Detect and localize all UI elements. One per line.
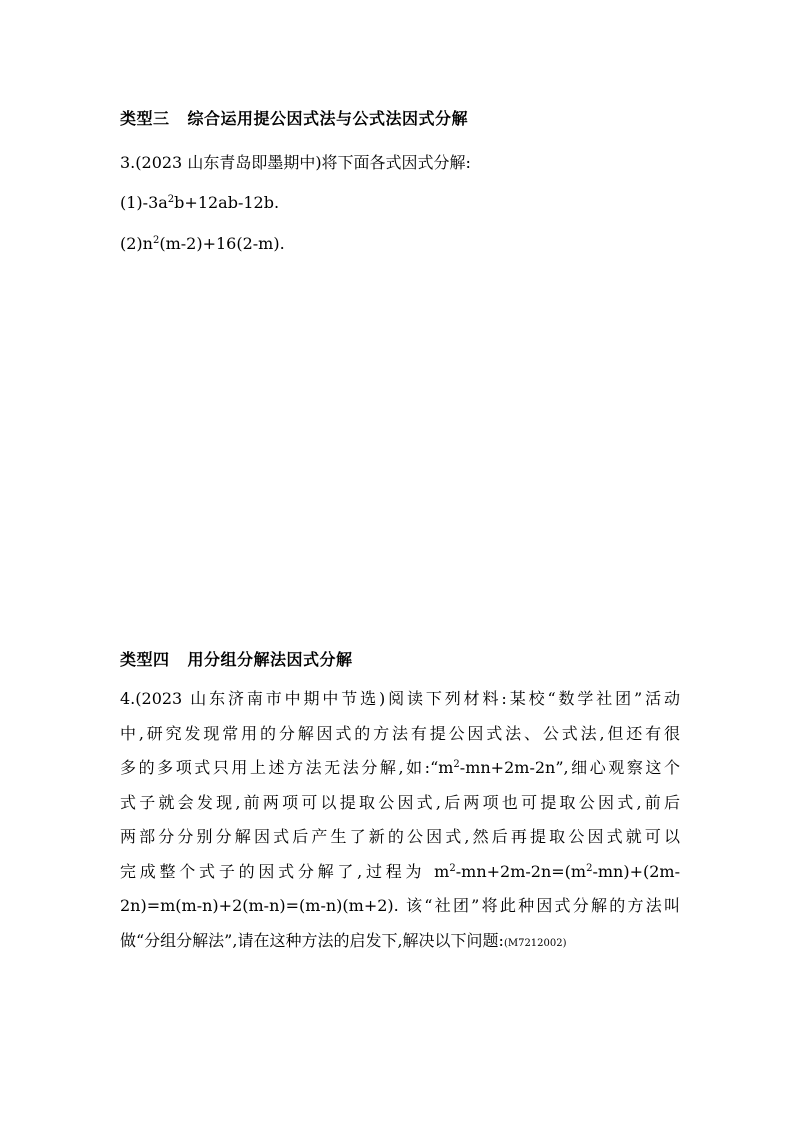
question-3-intro: 3.(2023 山东青岛即墨期中)将下面各式因式分解: xyxy=(120,153,471,172)
q4-line-8 xyxy=(120,924,680,959)
q4-line-5: 两部分分别分解因式后产生了新的公因式,然后再提取公因式就可以 xyxy=(120,827,680,846)
q4-line-1: 4.(2023 山东济南市中期中节选)阅读下列材料:某校“数学社团”活动 xyxy=(120,689,680,708)
q4-l3-b: -mn+2m-2n”,细心观察这个 xyxy=(459,758,680,777)
question-4-paragraph xyxy=(120,682,680,958)
question-3-part-1 xyxy=(120,193,279,212)
section-4-title: 用分组分解法因式分解 xyxy=(187,650,353,669)
section-4-label: 类型四 xyxy=(120,650,170,669)
q3-p1-pre: (1)-3a xyxy=(120,193,168,212)
q3-p2-post: (m-2)+16(2-m). xyxy=(159,234,285,253)
q4-line-7: 2n)=m(m-n)+2(m-n)=(m-n)(m+2). 该“社团”将此种因式分解的方法叫 xyxy=(120,896,680,915)
q4-l6-a: 完成整个式子的因式分解了,过程为 m xyxy=(120,861,450,881)
section-3-title: 综合运用提公因式法与公式法因式分解 xyxy=(187,109,469,128)
q4-line-2: 中,研究发现常用的分解因式的方法有提公因式法、公式法,但还有很 xyxy=(120,723,680,743)
q4-line-4: 式子就会发现,前两项可以提取公因式,后两项也可提取公因式,前后 xyxy=(120,792,680,812)
q4-l6-exponent-2: 2 xyxy=(586,862,593,874)
q4-l8-text: 做“分组分解法”,请在这种方法的启发下,解决以下问题: xyxy=(120,930,504,950)
q4-l3-exponent: 2 xyxy=(453,759,460,770)
question-3-part-2 xyxy=(120,234,285,253)
q3-p1-exponent: 2 xyxy=(167,194,175,205)
q4-line-3 xyxy=(120,751,680,786)
q3-p1-post: b+12ab-12b. xyxy=(174,193,280,212)
q4-line-6 xyxy=(120,855,680,890)
q4-question-code: (M7212002) xyxy=(503,937,567,949)
q4-l6-c: -mn)+(2m- xyxy=(592,861,680,881)
section-4-heading xyxy=(120,647,353,670)
q3-p2-exponent: 2 xyxy=(152,235,160,246)
q4-l6-exponent-1: 2 xyxy=(449,862,456,874)
q4-l6-b: -mn+2m-2n=(m xyxy=(455,861,587,881)
q3-p2-pre: (2)n xyxy=(120,234,153,253)
section-3-heading xyxy=(120,106,468,129)
q4-l3-a: 多的多项式只用上述方法无法分解,如:“m xyxy=(120,758,454,777)
section-3-label: 类型三 xyxy=(120,109,170,128)
